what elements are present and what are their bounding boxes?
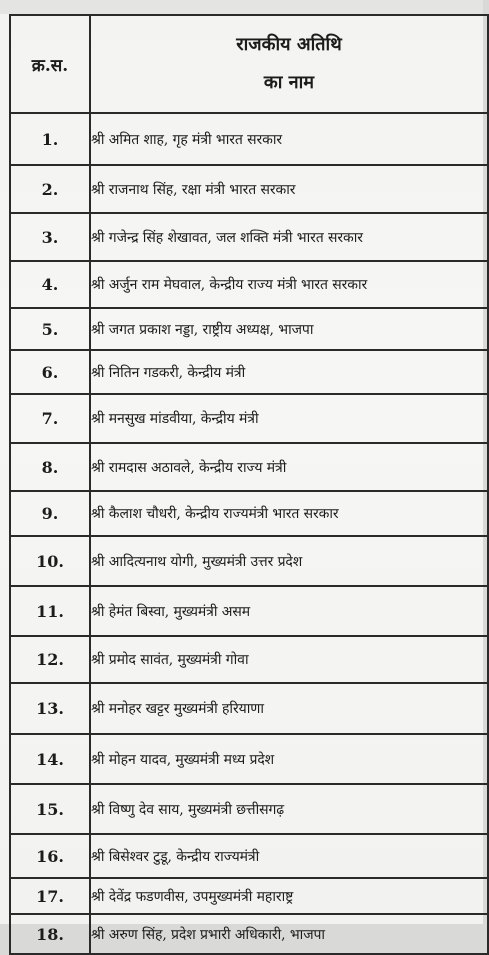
guest-name: श्री कैलाश चौधरी, केन्द्रीय राज्यमंत्री भारत सरकार	[90, 491, 488, 536]
guest-name: श्री अरुण सिंह, प्रदेश प्रभारी अधिकारी, भाजपा	[90, 914, 488, 954]
serial-number: 11.	[10, 586, 90, 636]
guest-name: श्री हेमंत बिस्वा, मुख्यमंत्री असम	[90, 586, 488, 636]
guest-name: श्री गजेन्द्र सिंह शेखावत, जल शक्ति मंत्री भारत सरकार	[90, 213, 488, 261]
guest-name: श्री प्रमोद सावंत, मुख्यमंत्री गोवा	[90, 636, 488, 683]
table-row	[10, 213, 488, 261]
table-row	[10, 165, 488, 213]
page-top-edge	[0, 0, 483, 14]
guest-name: श्री देवेंद्र फडणवीस, उपमुख्यमंत्री महाराष्ट्र	[90, 878, 488, 914]
serial-number: 10.	[10, 536, 90, 586]
table-row	[10, 394, 488, 443]
guest-name: श्री मनसुख मांडवीया, केन्द्रीय मंत्री	[90, 394, 488, 443]
table-row	[10, 586, 488, 636]
serial-number-header: क्र.स.	[10, 15, 90, 113]
serial-number: 18.	[10, 914, 90, 954]
serial-number: 5.	[10, 308, 90, 350]
table-row	[10, 443, 488, 491]
serial-number: 4.	[10, 261, 90, 308]
guest-name: श्री जगत प्रकाश नड्डा, राष्ट्रीय अध्यक्ष, भाजपा	[90, 308, 488, 350]
state-guests-table	[9, 14, 489, 955]
guest-name: श्री रामदास अठावले, केन्द्रीय राज्य मंत्री	[90, 443, 488, 491]
guest-name: श्री बिसेश्वर टुडू, केन्द्रीय राज्यमंत्री	[90, 834, 488, 878]
serial-number: 6.	[10, 350, 90, 394]
serial-number: 14.	[10, 734, 90, 784]
guest-name: श्री विष्णु देव साय, मुख्यमंत्री छत्तीसगढ़	[90, 784, 488, 834]
table-row	[10, 491, 488, 536]
guest-name: श्री राजनाथ सिंह, रक्षा मंत्री भारत सरकार	[90, 165, 488, 213]
table-row	[10, 113, 488, 165]
serial-number: 1.	[10, 113, 90, 165]
guest-name-header	[90, 15, 488, 113]
serial-number: 7.	[10, 394, 90, 443]
serial-number: 12.	[10, 636, 90, 683]
serial-number: 13.	[10, 683, 90, 734]
table-row	[10, 834, 488, 878]
guest-name: श्री मोहन यादव, मुख्यमंत्री मध्य प्रदेश	[90, 734, 488, 784]
guest-name-header-line1: राजकीय अतिथि	[236, 34, 342, 55]
table-row	[10, 784, 488, 834]
serial-number: 8.	[10, 443, 90, 491]
table-row	[10, 914, 488, 954]
table-row	[10, 350, 488, 394]
serial-number: 3.	[10, 213, 90, 261]
guest-name: श्री आदित्यनाथ योगी, मुख्यमंत्री उत्तर प्रदेश	[90, 536, 488, 586]
serial-number: 9.	[10, 491, 90, 536]
serial-number: 15.	[10, 784, 90, 834]
guest-name: श्री मनोहर खट्टर मुख्यमंत्री हरियाणा	[90, 683, 488, 734]
table-row	[10, 536, 488, 586]
serial-number: 16.	[10, 834, 90, 878]
guest-name: श्री अर्जुन राम मेघवाल, केन्द्रीय राज्य मंत्री भारत सरकार	[90, 261, 488, 308]
table-row	[10, 261, 488, 308]
table-row	[10, 734, 488, 784]
table-row	[10, 636, 488, 683]
table-row	[10, 308, 488, 350]
guest-name: श्री नितिन गडकरी, केन्द्रीय मंत्री	[90, 350, 488, 394]
table-row	[10, 683, 488, 734]
table-header-row	[10, 15, 488, 113]
guest-name-header-line2: का नाम	[263, 72, 315, 93]
table-row	[10, 878, 488, 914]
guest-name: श्री अमित शाह, गृह मंत्री भारत सरकार	[90, 113, 488, 165]
serial-number: 17.	[10, 878, 90, 914]
serial-number: 2.	[10, 165, 90, 213]
